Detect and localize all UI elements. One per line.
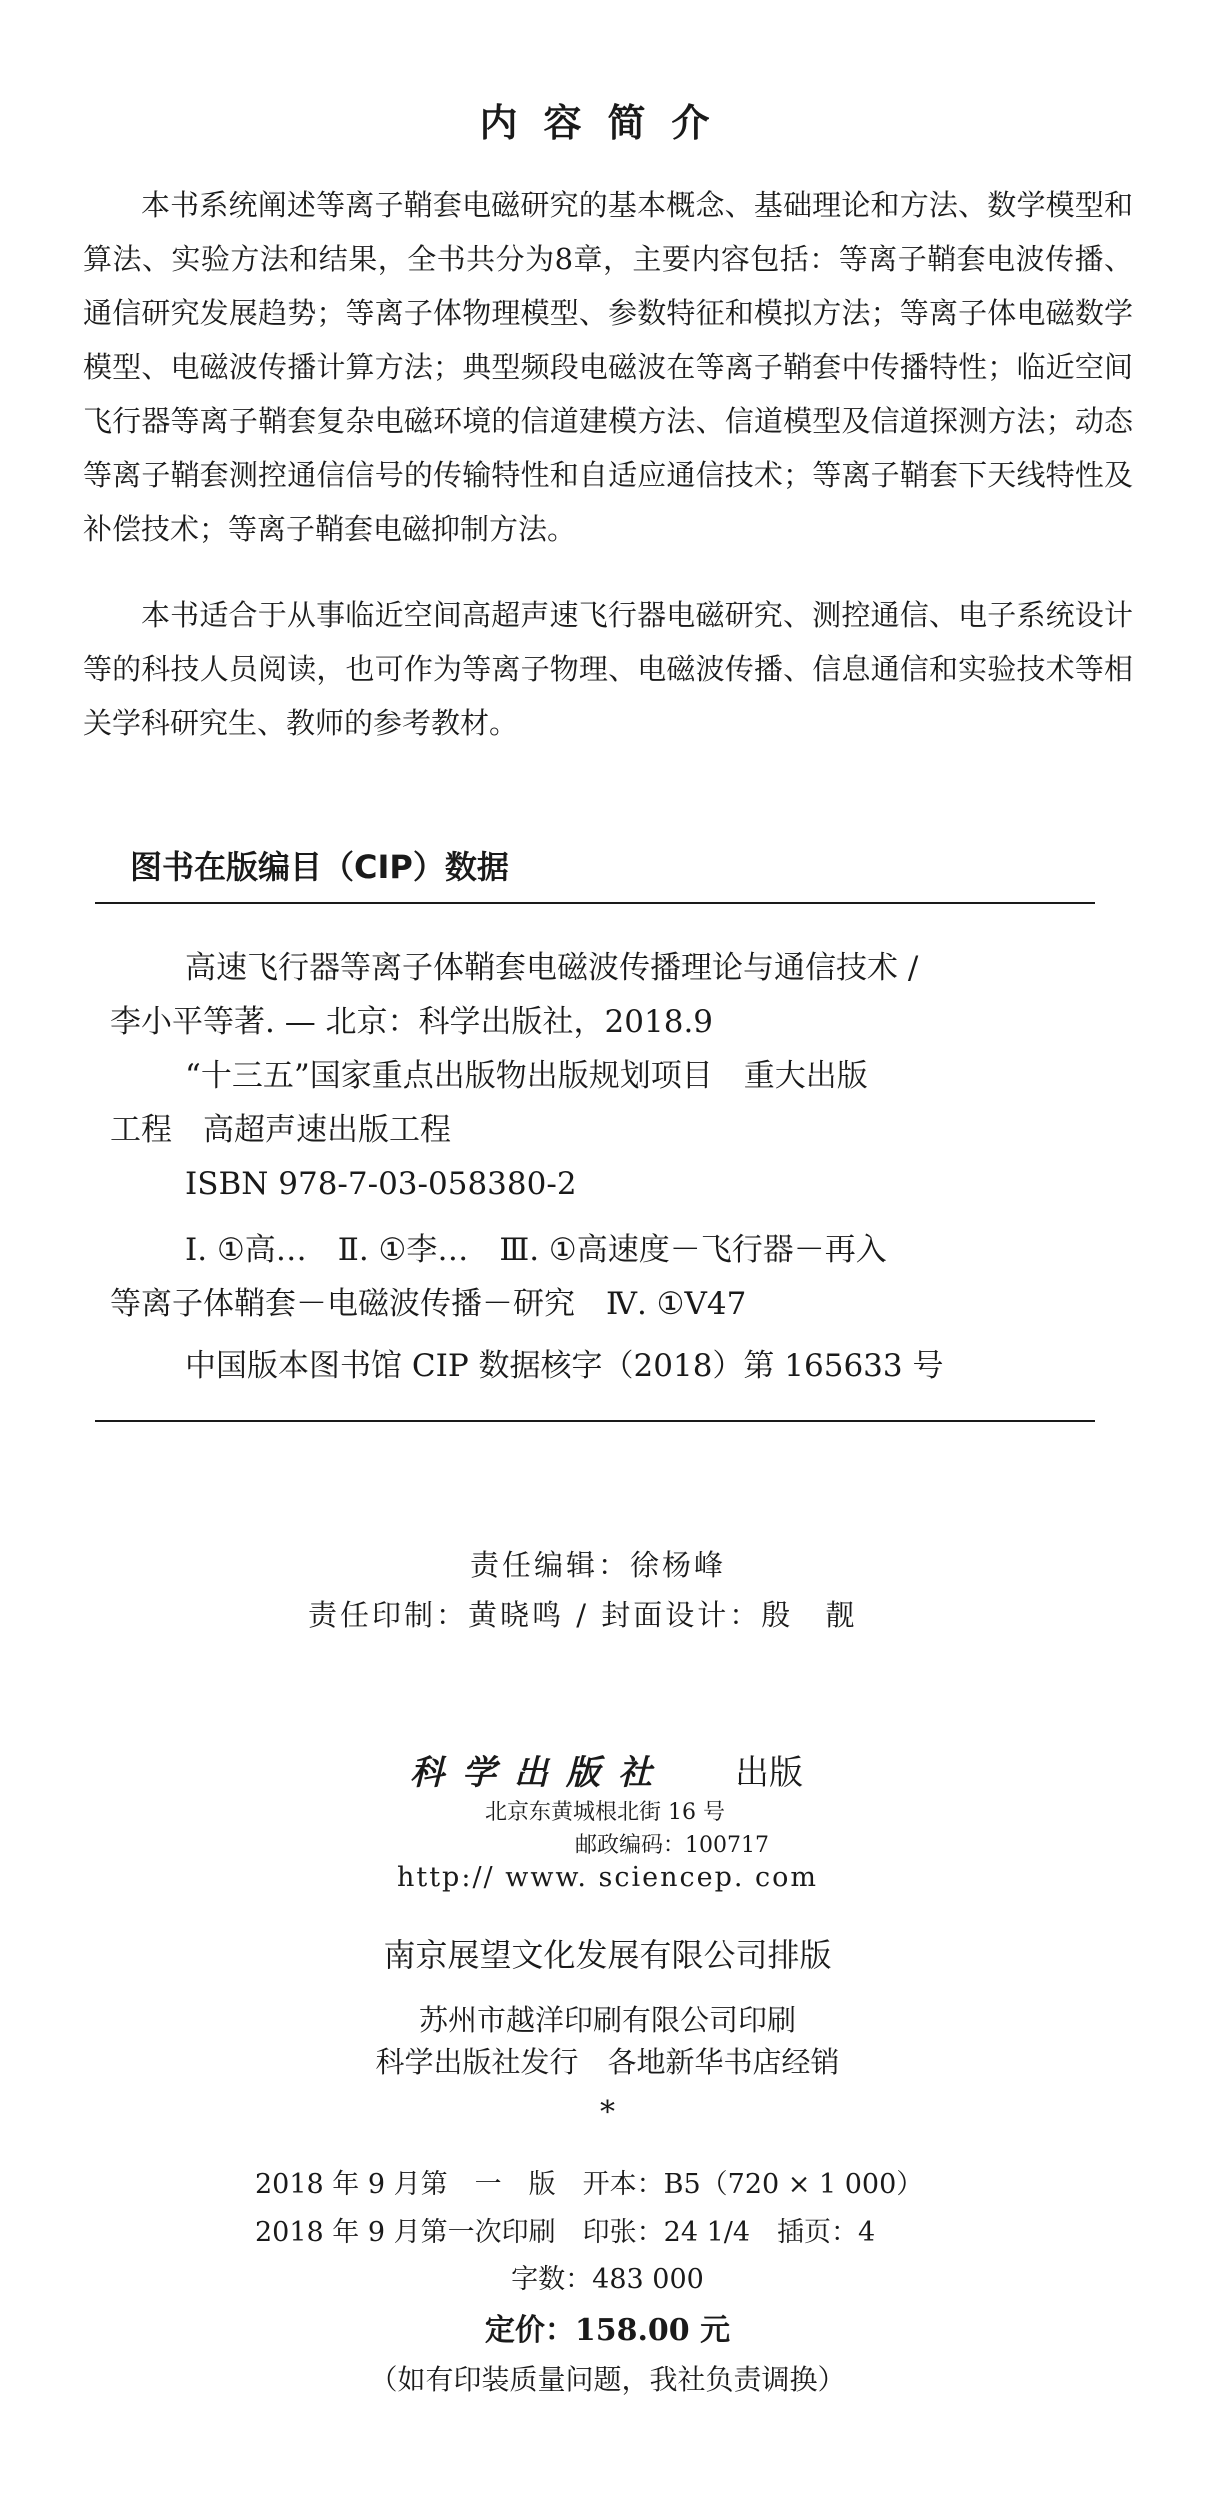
separator-star: * xyxy=(600,2095,615,2130)
word-count: 字数：483 000 xyxy=(511,2264,704,2295)
print-cover-credit: 责任印制：黄晓鸣 / 封面设计：殷 靓 xyxy=(308,1598,858,1632)
printing-info: 2018 年 9 月第一次印刷 印张：24 1/4 插页：4 xyxy=(255,2217,876,2248)
page-title: 内容简介 xyxy=(479,101,736,145)
cip-top-rule xyxy=(95,902,1095,904)
publisher-postcode: 邮政编码：100717 xyxy=(575,1833,769,1858)
cip-line-subjects-cont: 等离子体鞘套－电磁波传播－研究 Ⅳ. ①V47 xyxy=(110,1286,747,1322)
printer: 苏州市越洋印刷有限公司印刷 xyxy=(418,2003,796,2037)
cip-line-data-number: 中国版本图书馆 CIP 数据核字（2018）第 165633 号 xyxy=(185,1348,944,1384)
distributor: 科学出版社发行 各地新华书店经销 xyxy=(375,2045,840,2079)
publisher-address: 北京东黄城根北街 16 号 xyxy=(485,1800,725,1825)
cip-line-project: “十三五”国家重点出版物出版规划项目 重大出版 xyxy=(185,1058,868,1094)
quality-notice: （如有印装质量问题，我社负责调换） xyxy=(369,2363,846,2396)
publisher-url: http:// www. sciencep. com xyxy=(396,1862,819,1893)
intro-paragraph-1: 本书系统阐述等离子鞘套电磁研究的基本概念、基础理论和方法、数学模型和算法、实验方法和结果，全书共分为8章，主要内容包括：等离子鞘套电波传播、通信研究发展趋势；等离子体物理模型、参数特征和模拟方法；等离子体电磁数学模型、电磁波传播计算方法；典型频段电磁波在等离子鞘套中传播特性；临近空间飞行器等离子鞘套复杂电磁环境的信道建模方法、信道模型及信道探测方法；动态等离子鞘套测控通信信号的传输特性和自适应通信技术；等离子鞘套下天线特性及补偿技术；等离子鞘套电磁抑制方法。 xyxy=(83,188,1133,546)
cip-heading: 图书在版编目（CIP）数据 xyxy=(130,848,509,886)
cip-line-project-cont: 工程 高超声速出版工程 xyxy=(110,1112,451,1148)
cip-line-title: 高速飞行器等离子体鞘套电磁波传播理论与通信技术 / xyxy=(185,950,919,986)
price: 定价：158.00 元 xyxy=(484,2313,731,2348)
publisher-suffix: 出版 xyxy=(735,1753,803,1793)
cip-line-isbn: ISBN 978-7-03-058380-2 xyxy=(185,1166,577,1202)
typesetter: 南京展望文化发展有限公司排版 xyxy=(383,1936,832,1974)
cip-bottom-rule xyxy=(95,1420,1095,1422)
edition-info: 2018 年 9 月第 一 版 开本：B5（720 × 1 000） xyxy=(255,2169,924,2200)
intro-paragraph-2: 本书适合于从事临近空间高超声速飞行器电磁研究、测控通信、电子系统设计等的科技人员阅读，也可作为等离子物理、电磁波传播、信息通信和实验技术等相关学科研究生、教师的参考教材。 xyxy=(83,598,1133,740)
responsible-editor: 责任编辑：徐杨峰 xyxy=(470,1548,727,1582)
cip-line-subjects: Ⅰ. ①高… Ⅱ. ①李… Ⅲ. ①高速度－飞行器－再入 xyxy=(185,1232,887,1268)
cip-line-author: 李小平等著. — 北京：科学出版社，2018.9 xyxy=(110,1004,714,1040)
publisher-logo: 科学出版社 xyxy=(410,1753,670,1793)
